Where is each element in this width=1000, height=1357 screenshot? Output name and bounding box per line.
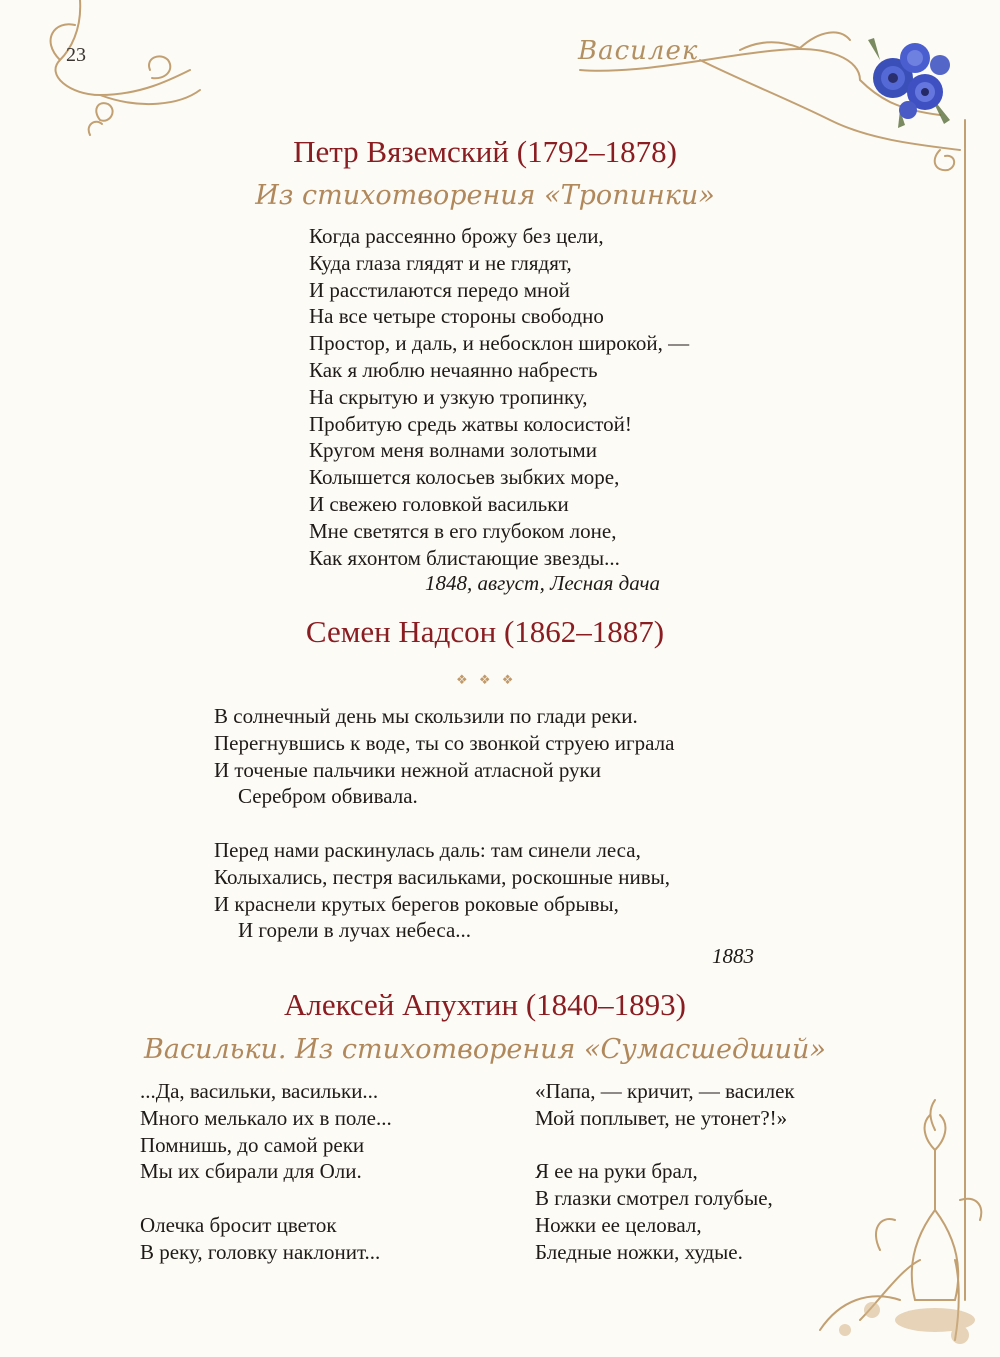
poem-line: На скрытую и узкую тропинку, bbox=[309, 384, 588, 409]
poem-line: В глазки смотрел голубые, bbox=[535, 1186, 773, 1211]
poem-line: Мы их сбирали для Оли. bbox=[140, 1159, 362, 1184]
poem-line: Колыхались, пестря васильками, роскошные нивы, bbox=[214, 864, 670, 889]
poem-line: ...Да, васильки, васильки... bbox=[140, 1079, 379, 1103]
poem-line: Пробитую средь жатвы колосистой! bbox=[309, 411, 632, 436]
poem-line: Простор, и даль, и небосклон широкой, — bbox=[309, 331, 690, 356]
section-separator-icon: ❖ ❖ ❖ bbox=[456, 672, 518, 687]
poem-line: Ножки ее целовал, bbox=[535, 1212, 702, 1237]
poem-title-vasilki: Васильки. Из стихотворения «Сумасшедший» bbox=[144, 1034, 826, 1065]
top-left-flourish bbox=[51, 0, 200, 135]
poem-line: Как яхонтом блистающие звезды... bbox=[309, 545, 620, 570]
poem-line: И горели в лучах небеса... bbox=[238, 918, 472, 943]
poem-line: Колышется колосьев зыбких море, bbox=[309, 465, 620, 490]
poem-date-nadson: 1883 bbox=[712, 944, 754, 968]
poem-line: И свежею головкой васильки bbox=[309, 491, 569, 516]
stanza-break bbox=[140, 1185, 392, 1212]
poem-vasilki-left-column bbox=[140, 1078, 392, 1266]
poem-line: Как я люблю нечаянно набресть bbox=[309, 357, 598, 382]
poem-line: Перед нами раскинулась даль: там синели леса, bbox=[214, 837, 641, 862]
poem-line: На все четыре стороны свободно bbox=[309, 304, 604, 329]
poem-line: В солнечный день мы скользили по глади реки. bbox=[214, 704, 638, 728]
running-head: Василек bbox=[578, 36, 699, 66]
poem-line: Много мелькало их в поле... bbox=[140, 1105, 392, 1130]
author-heading-vyazemsky: Петр Вяземский (1792–1878) bbox=[293, 134, 677, 169]
poem-line: Помнишь, до самой реки bbox=[140, 1132, 365, 1157]
poem-date-vyazemsky: 1848, август, Лесная дача bbox=[425, 571, 661, 595]
poem-line: Мой поплывет, не утонет?!» bbox=[535, 1105, 788, 1130]
poem-tropinki bbox=[309, 223, 689, 571]
poem-nadson bbox=[214, 703, 674, 944]
poem-line: Бледные ножки, худые. bbox=[535, 1239, 743, 1264]
poem-line: Серебром обвивала. bbox=[238, 784, 418, 809]
author-heading-apukhtin: Алексей Апухтин (1840–1893) bbox=[284, 987, 686, 1022]
poem-line: Я ее на руки брал, bbox=[535, 1159, 698, 1184]
stanza-break bbox=[214, 810, 674, 837]
stanza-break bbox=[535, 1132, 795, 1159]
poem-line: «Папа, — кричит, — василек bbox=[535, 1079, 795, 1103]
page-number: 23 bbox=[66, 44, 86, 66]
poem-title-tropinki: Из стихотворения «Тропинки» bbox=[255, 180, 715, 211]
bottom-right-vase bbox=[820, 1100, 959, 1340]
poem-line: Куда глаза глядят и не глядят, bbox=[309, 250, 572, 275]
poem-line: И расстилаются передо мной bbox=[309, 277, 570, 302]
poem-line: В реку, головку наклонит... bbox=[140, 1239, 381, 1264]
poem-line: И краснели крутых берегов роковые обрывы, bbox=[214, 891, 619, 916]
poem-vasilki-right-column bbox=[535, 1078, 795, 1266]
poem-line: Мне светятся в его глубоком лоне, bbox=[309, 518, 617, 543]
poem-line: Кругом меня волнами золотыми bbox=[309, 438, 597, 463]
poem-line: Когда рассеянно брожу без цели, bbox=[309, 224, 604, 248]
author-heading-nadson: Семен Надсон (1862–1887) bbox=[305, 614, 665, 649]
poem-line: Олечка бросит цветок bbox=[140, 1212, 337, 1237]
poem-line: И точеные пальчики нежной атласной руки bbox=[214, 757, 602, 782]
poem-line: Перегнувшись к воде, ты со звонкой струею играла bbox=[214, 730, 675, 755]
